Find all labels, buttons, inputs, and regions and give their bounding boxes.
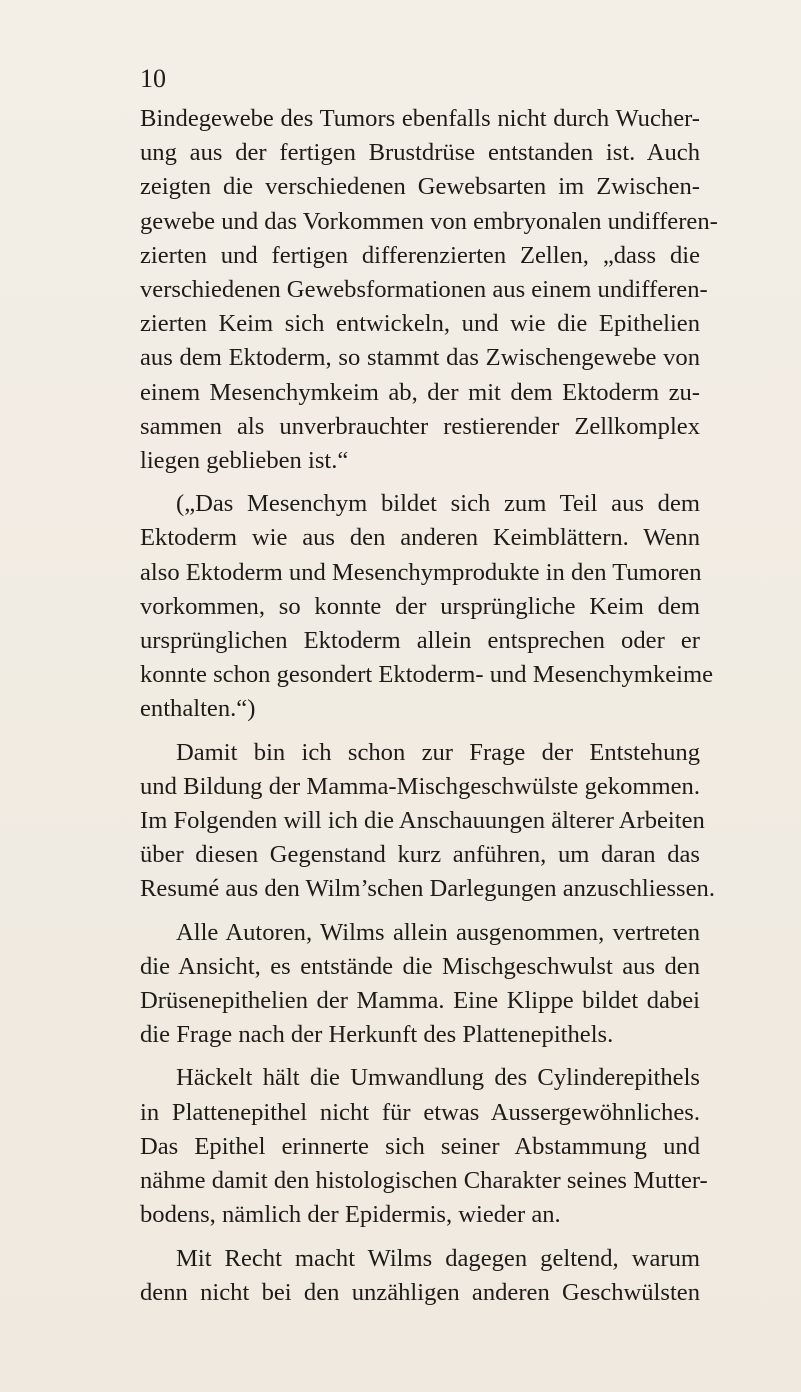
paragraph-5 — [140, 1061, 708, 1232]
text-line: sammen als unverbrauchter restierender Zellkomplex — [140, 412, 700, 440]
text-line: gewebe und das Vorkommen von embryonalen undifferen- — [140, 207, 718, 235]
text-line: über diesen Gegenstand kurz anführen, um daran das — [140, 841, 700, 869]
text-line: Ektoderm wie aus den anderen Keimblättern. Wenn — [140, 524, 700, 552]
text-line: in Plattenepithel nicht für etwas Aussergewöhnliches. — [140, 1098, 700, 1126]
text-line: zierten Keim sich entwickeln, und wie die Epithelien — [140, 310, 700, 338]
text-line: Drüsenepithelien der Mamma. Eine Klippe bildet dabei — [140, 987, 700, 1015]
text-line: ung aus der fertigen Brustdrüse entstanden ist. Auch — [140, 139, 700, 167]
text-line: denn nicht bei den unzähligen anderen Geschwülsten — [140, 1278, 700, 1306]
text-line: also Ektoderm und Mesenchymprodukte in den Tumoren — [140, 558, 702, 586]
text-line: Resumé aus den Wilm’schen Darlegungen anzuschliessen. — [140, 875, 715, 903]
text-line: zeigten die verschiedenen Gewebsarten im Zwischen- — [140, 173, 700, 201]
text-line: vorkommen, so konnte der ursprüngliche Keim dem — [140, 592, 700, 620]
text-line: ursprünglichen Ektoderm allein entsprechen oder er — [140, 627, 700, 655]
paragraph-4 — [140, 916, 700, 1053]
text-line: einem Mesenchymkeim ab, der mit dem Ektoderm zu- — [140, 378, 700, 406]
text-line: Das Epithel erinnerte sich seiner Abstammung und — [140, 1132, 700, 1160]
paragraph-6 — [140, 1242, 700, 1310]
text-line: konnte schon gesondert Ektoderm- und Mesenchymkeime — [140, 661, 714, 689]
text-line: und Bildung der Mamma-Mischgeschwülste gekommen. — [140, 772, 700, 800]
text-line: („Das Mesenchym bildet sich zum Teil aus dem — [176, 490, 700, 518]
paragraph-1 — [140, 102, 718, 478]
text-line: enthalten.“) — [140, 695, 256, 723]
text-line: bodens, nämlich der Epidermis, wieder an. — [140, 1201, 561, 1229]
text-line: nähme damit den histologischen Charakter seines Mutter- — [140, 1167, 708, 1195]
paragraph-3 — [140, 736, 715, 907]
text-line: zierten und fertigen differenzierten Zellen, „dass die — [140, 241, 700, 269]
text-line: Häckelt hält die Umwandlung des Cylinderepithels — [176, 1064, 700, 1092]
text-line: Alle Autoren, Wilms allein ausgenommen, vertreten — [176, 918, 700, 946]
page-number: 10 — [140, 64, 166, 93]
text-line: aus dem Ektoderm, so stammt das Zwischengewebe von — [140, 344, 700, 372]
text-line: Bindegewebe des Tumors ebenfalls nicht durch Wucher- — [140, 105, 700, 132]
text-line: Damit bin ich schon zur Frage der Entstehung — [176, 738, 700, 766]
body-text — [140, 102, 718, 1310]
text-line: die Frage nach der Herkunft des Plattenepithels. — [140, 1021, 614, 1049]
text-line: liegen geblieben ist.“ — [140, 447, 349, 475]
text-line: die Ansicht, es entstände die Mischgeschwulst aus den — [140, 952, 700, 980]
text-line: Im Folgenden will ich die Anschauungen älterer Arbeiten — [140, 807, 705, 835]
paragraph-2 — [140, 487, 714, 726]
text-line: Mit Recht macht Wilms dagegen geltend, warum — [176, 1244, 700, 1272]
text-line: verschiedenen Gewebsformationen aus einem undifferen- — [140, 276, 708, 304]
